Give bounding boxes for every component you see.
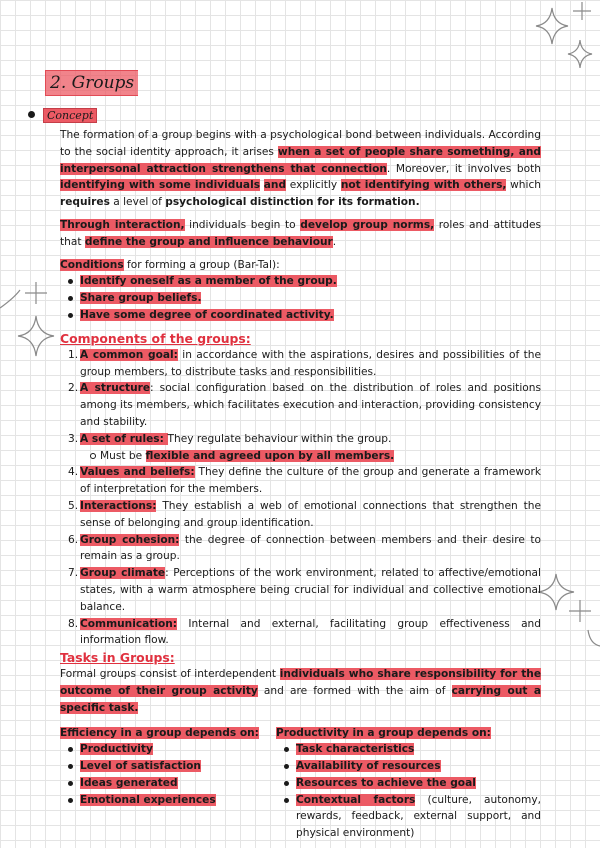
depends-columns <box>60 725 541 843</box>
list-item: Must be flexible and agreed upon by all members. <box>60 448 541 465</box>
content <box>60 127 541 842</box>
list-item: 5. Interactions: They establish a web of emotional connections that strengthen the sense of belonging and group identification. <box>68 499 541 529</box>
list-item: 6. Group cohesion: the degree of connection between members and their desire to remain as a group. <box>68 533 541 563</box>
page-title: 2. Groups <box>45 70 138 96</box>
productivity-heading: Productivity in a group depends on: <box>276 726 491 739</box>
list-item: Productivity <box>60 741 260 758</box>
sparkle-left-icon <box>0 268 60 378</box>
list-item: Identify oneself as a member of the group. <box>60 273 541 290</box>
list-item: Contextual factors (culture, autonomy, rewards, feedback, external support, and physical environment) <box>276 792 541 842</box>
components-list <box>60 347 541 448</box>
list-item: Task characteristics <box>276 741 541 758</box>
efficiency-column <box>60 725 260 843</box>
list-item: 2. A structure: social configuration based on the distribution of roles and positions among its members, which facilitates execution and interaction, providing consistency and stability. <box>68 382 541 428</box>
tasks-heading: Tasks in Groups: <box>60 650 175 666</box>
efficiency-list <box>60 741 260 808</box>
list-item: 1. A common goal: in accordance with the aspirations, desires and possibilities of the group members, to distribute tasks and responsibilities. <box>68 348 541 378</box>
productivity-list <box>276 741 541 842</box>
bullet-icon <box>28 111 35 118</box>
intro-paragraph: The formation of a group begins with a psychological bond between individuals. According to the social identity approach, it arises when a set of people share something, and interpersonal attraction strengthens that connection. Moreover, it involves both identifying with some individuals and explicitly not identifying with others, which requires a level of psychological distinction for its formation. <box>60 129 541 209</box>
conditions-intro: Conditions for forming a group (Bar-Tal): <box>60 258 280 271</box>
list-item: Level of satisfaction <box>60 758 260 775</box>
list-item: Availability of resources <box>276 758 541 775</box>
list-item: 3. A set of rules: They regulate behaviour within the group. <box>68 432 392 445</box>
interaction-paragraph: Through interaction, individuals begin to develop group norms, roles and attitudes that define the group and influence behaviour. <box>60 218 541 248</box>
list-item: Emotional experiences <box>60 792 260 809</box>
list-item: Resources to achieve the goal <box>276 775 541 792</box>
components-heading: Components of the groups: <box>60 330 251 346</box>
components-list-cont <box>60 464 541 649</box>
list-item: 7. Group climate: Perceptions of the work environment, related to affective/emotional states, with a warm atmosphere being crucial for individual and collective emotional balance. <box>68 567 541 613</box>
rules-sublist <box>60 448 541 465</box>
list-item: Ideas generated <box>60 775 260 792</box>
concept-label: Concept <box>43 108 97 123</box>
list-item: Share group beliefs. <box>60 290 541 307</box>
efficiency-heading: Efficiency in a group depends on: <box>60 726 259 739</box>
conditions-list <box>60 273 541 323</box>
productivity-column <box>276 725 541 843</box>
concept-bullet <box>28 108 97 124</box>
list-item: Have some degree of coordinated activity. <box>60 307 541 324</box>
tasks-paragraph: Formal groups consist of interdependent individuals who share responsibility for the outcome of their group activity and are formed with the aim of carrying out a specific task. <box>60 668 542 714</box>
list-item: 8. Communication: Internal and external, facilitating group effectiveness and information flow. <box>68 617 541 647</box>
sparkle-top-right-icon <box>520 0 600 90</box>
list-item: 4. Values and beliefs: They define the culture of the group and generate a framework of interpretation for the members. <box>68 466 541 496</box>
